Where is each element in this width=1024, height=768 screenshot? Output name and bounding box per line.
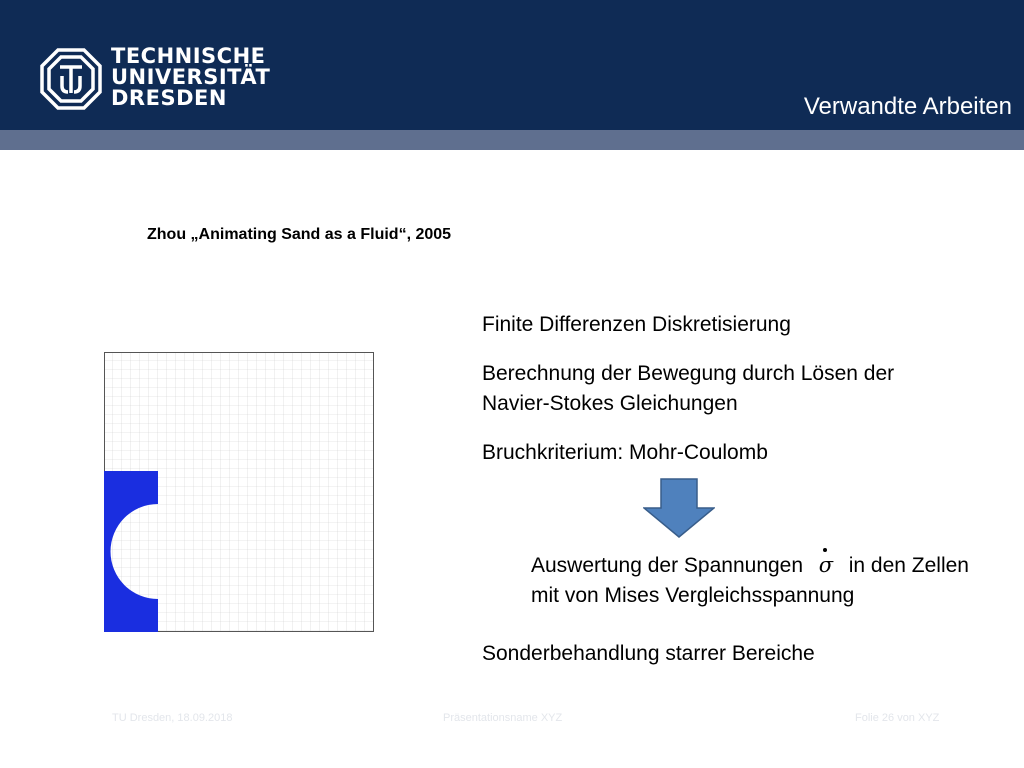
footer-slide-number: Folie 26 von XYZ (855, 712, 940, 724)
sand-simulation-figure (104, 352, 374, 632)
header-band (0, 130, 1024, 150)
bullet-discretization: Finite Differenzen Diskretisierung (482, 313, 791, 336)
logo-line-3: DRESDEN (111, 86, 227, 110)
bullet-motion-line1: Berechnung der Bewegung durch Lösen der (482, 362, 895, 385)
bullet-stress-line2: mit von Mises Vergleichsspannung (531, 584, 855, 607)
footer-date: TU Dresden, 18.09.2018 (112, 712, 233, 724)
footer-presentation-name: Präsentationsname XYZ (443, 712, 563, 724)
bullet-stress-line1 (531, 550, 969, 581)
bullet-fracture: Bruchkriterium: Mohr-Coulomb (482, 441, 768, 464)
slide-title: Verwandte Arbeiten (803, 93, 1012, 120)
citation: Zhou „Animating Sand as a Fluid“, 2005 (147, 226, 452, 243)
bullet-rigid-regions: Sonderbehandlung starrer Bereiche (482, 642, 815, 665)
sigma-dot-symbol: σ (809, 550, 843, 580)
logo-line-2: UNIVERSITÄT (111, 65, 271, 89)
down-arrow-icon (643, 478, 715, 538)
logo-line-1: TECHNISCHE (111, 44, 266, 68)
tu-dresden-logo-icon (40, 48, 102, 110)
stress-text-part1: Auswertung der Spannungen (531, 554, 804, 577)
stress-text-part2: in den Zellen (848, 554, 969, 577)
bullet-motion-line2: Navier-Stokes Gleichungen (482, 392, 738, 415)
university-name (111, 46, 270, 109)
